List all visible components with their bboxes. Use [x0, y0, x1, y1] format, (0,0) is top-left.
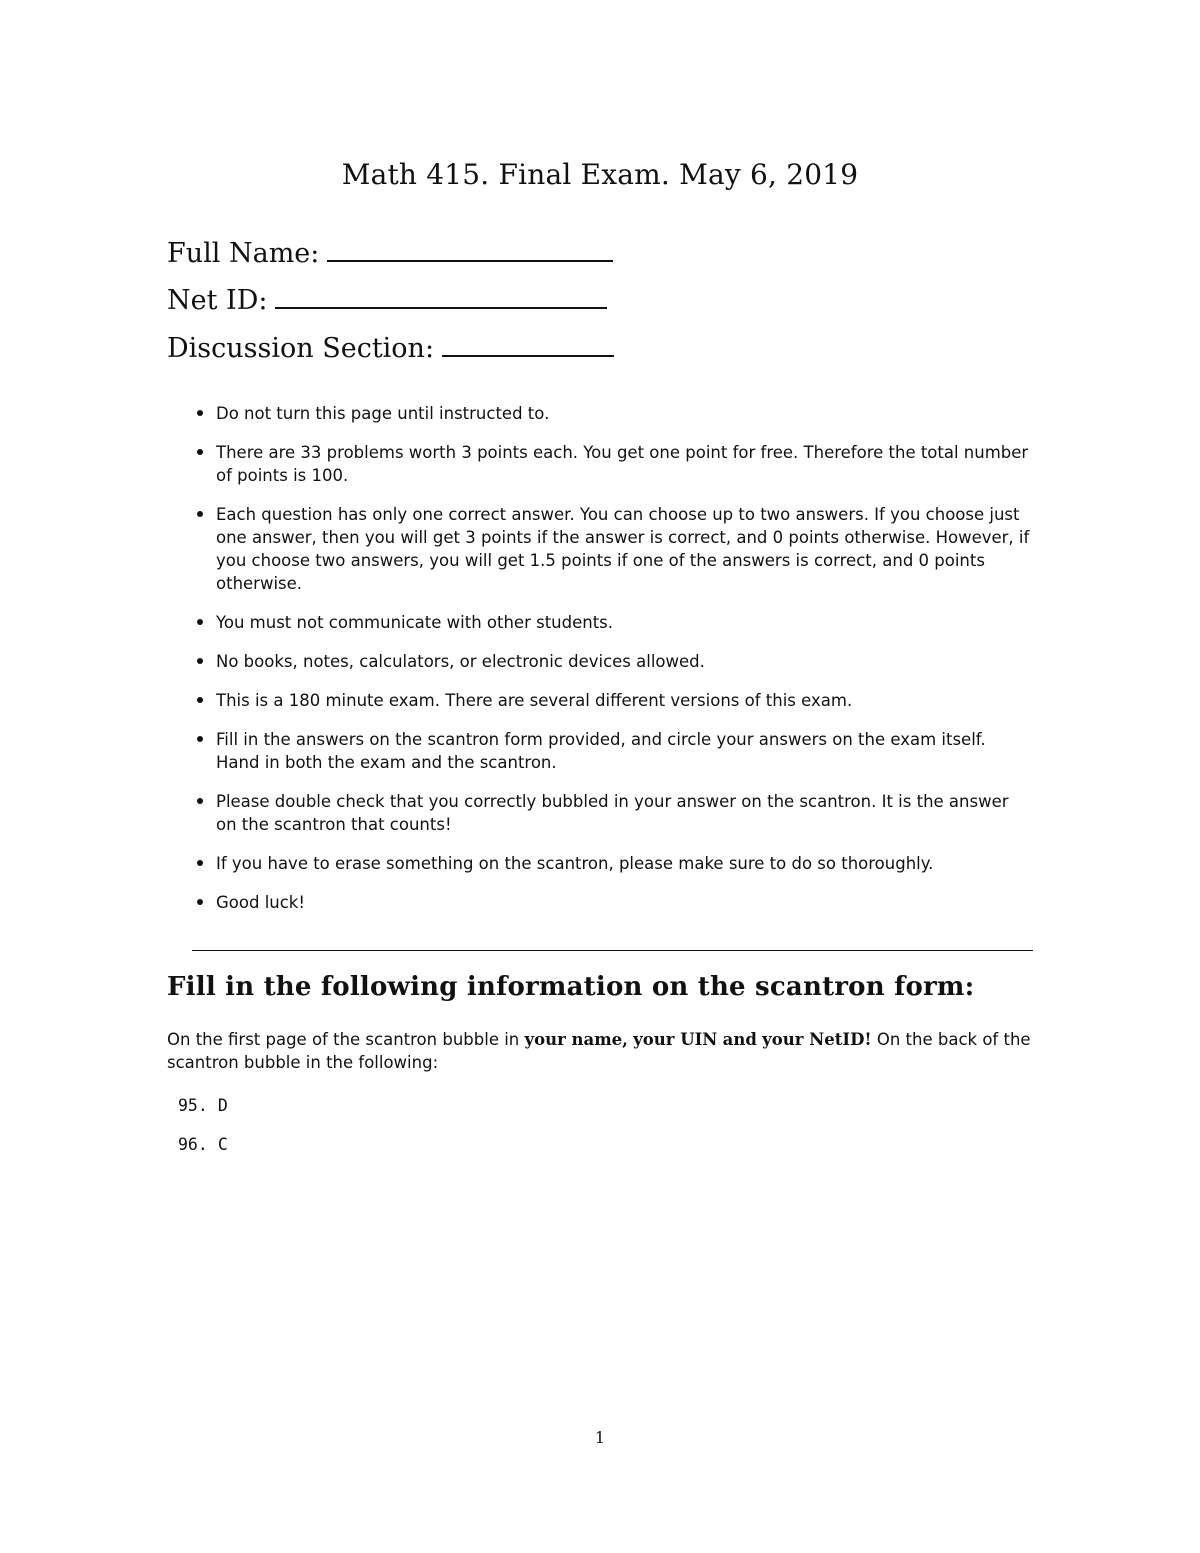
bold-and: and: [722, 1030, 757, 1049]
scantron-heading: Fill in the following information on the scantron form:: [167, 972, 975, 1002]
scantron-intro-end: On the back of the scantron bubble in the following:: [167, 1030, 1031, 1072]
full-name-field: [167, 238, 613, 269]
instruction-item: Please double check that you correctly bubbled in your answer on the scantron. It is the answer on the scantron that counts!: [194, 790, 1034, 836]
discussion-section-blank-line: [442, 354, 614, 357]
answer-letter: C: [217, 1135, 228, 1154]
instruction-item: You must not communicate with other students.: [194, 611, 1034, 634]
scantron-answer-item: [178, 1133, 228, 1156]
page-number: 1: [594, 1428, 606, 1447]
instruction-item: Good luck!: [194, 891, 1034, 914]
full-name-blank-line: [327, 259, 613, 262]
page-title: Math 415. Final Exam. May 6, 2019: [341, 158, 859, 191]
answer-number: 96.: [178, 1135, 208, 1154]
scantron-answer-item: [178, 1094, 228, 1117]
instruction-item: Fill in the answers on the scantron form provided, and circle your answers on the exam itself. Hand in both the exam and the scantron.: [194, 728, 1034, 774]
instruction-item: This is a 180 minute exam. There are several different versions of this exam.: [194, 689, 1034, 712]
horizontal-divider: [192, 950, 1033, 951]
bold-your-netid: your NetID!: [762, 1030, 872, 1049]
discussion-section-field: [167, 333, 614, 364]
discussion-section-label: Discussion Section:: [167, 333, 435, 364]
net-id-field: [167, 285, 607, 316]
instruction-item: No books, notes, calculators, or electronic devices allowed.: [194, 650, 1034, 673]
bold-your-name: your name,: [524, 1030, 628, 1049]
net-id-label: Net ID:: [167, 285, 268, 316]
scantron-intro-start: On the first page of the scantron bubble in: [167, 1030, 525, 1049]
instruction-item: There are 33 problems worth 3 points each. You get one point for free. Therefore the total number of points is 100.: [194, 441, 1034, 487]
scantron-answers-list: [178, 1094, 228, 1172]
net-id-blank-line: [275, 306, 607, 309]
answer-letter: D: [217, 1096, 228, 1115]
instruction-item: Each question has only one correct answer. You can choose up to two answers. If you choose just one answer, then you will get 3 points if the answer is correct, and 0 points otherwise. However, if you choose two answers, you will get 1.5 points if one of the answers is correct, and 0 points otherwise.: [194, 503, 1034, 595]
instructions-list: [194, 402, 1034, 930]
full-name-label: Full Name:: [167, 238, 320, 269]
instruction-item: If you have to erase something on the scantron, please make sure to do so thoroughly.: [194, 852, 1034, 875]
bold-your-uin: your UIN: [633, 1030, 718, 1049]
scantron-instructions: [167, 1028, 1035, 1074]
instruction-item: Do not turn this page until instructed to.: [194, 402, 1034, 425]
answer-number: 95.: [178, 1096, 208, 1115]
